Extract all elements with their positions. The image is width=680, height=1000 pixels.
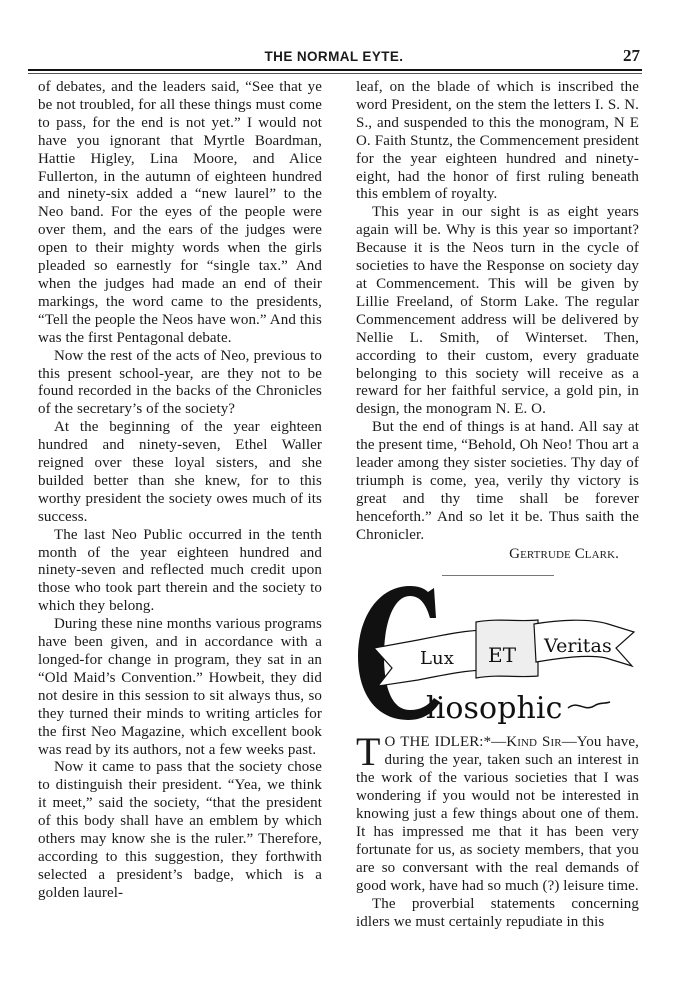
page-number: 27 [623, 46, 640, 65]
publication-title: THE NORMAL EYTE. [264, 49, 404, 64]
paragraph: leaf, on the blade of which is inscribed the word President, on the stem the letters I. S. N. S., and suspended to this the monogram, N E O. Faith Stuntz, the Commencement president for the year eighteen hundred and ninety-eight, had the honor of first ruling beneath this emblem of royalty. [356, 79, 639, 203]
section-divider [442, 575, 554, 576]
right-column [356, 79, 639, 931]
paragraph: The last Neo Public occurred in the tenth month of the year eighteen hundred and ninety-seven and reflected much credit upon those who took part therein and the society to which they belong. [38, 526, 322, 615]
salutation-small-caps: Kind Sir [506, 734, 562, 751]
banner-emblem-icon [348, 578, 648, 728]
header-rule-thick [28, 69, 642, 71]
header-rule-thin [28, 73, 642, 74]
paragraph: of debates, and the leaders said, “See that ye be not troubled, for all these things must come to pass, for the end is not yet.” I would not have you ignorant that Myrtle Boardman, Hattie Higley, Lina Moore, and Alice Fullerton, in the autumn of eighteen hundred and ninety-six added a “new laurel” to the Neo band. For the eyes of the people were over them, and the ears of the judges were open to their mighty words when the girls pleaded so earnestly for “single tax.” And when the judges had made an end of their markings, the word came to the presidents, “Tell the people the Neos have won.” And this was the first Pentagonal debate. [38, 79, 322, 346]
svg-text:Lux: Lux [420, 648, 454, 670]
paragraph: Now it came to pass that the society chose to distinguish their president. “Yea, we think it meet,” said the society, “that the president of this body shall have an emblem by which others may know she is the ruler.” Therefore, according to this suggestion, they forthwith selected a president’s badge, which is a golden laurel- [38, 759, 322, 901]
paragraph: At the beginning of the year eighteen hundred and ninety-seven, Ethel Waller reigned over these loyal sisters, and she builded better than she knew, for to this worthy president the society owes much of its success. [38, 419, 322, 525]
left-column [38, 79, 322, 903]
svg-text:liosophic: liosophic [426, 691, 563, 727]
paragraph: Now the rest of the acts of Neo, previous to this present school-year, are they not to be found recorded in the backs of the Chronicles of the secretary’s of the society? [38, 347, 322, 418]
salutation: O THE IDLER:*— [384, 734, 507, 751]
svg-text:Veritas: Veritas [544, 635, 612, 658]
paragraph: But the end of things is at hand. All say at the present time, “Behold, Oh Neo! Thou art a leader among they sister societies. Thy day of triumph is come, yea, verily thy victory is great and thy time shall be forever henceforth.” And so let it be. Thus saith the Chronicler. [356, 419, 639, 543]
paragraph: This year in our sight is as eight years again will be. Why is this year so important? Because it is the Neos turn in the cycle of societies to have the Response on society day at Commencement. This will be given by Lillie Freeland, of Storm Lake. The regular Commencement address will be delivered by Nellie L. Smith, of Winterset. Then, according to their custom, every graduate belonging to this society will receive as a reward for her faithful service, a gold pin, in design, the monogram N. E. O. [356, 204, 639, 418]
letter-paragraph [356, 729, 639, 895]
svg-text:ET: ET [488, 643, 517, 668]
letter-body: —You have, during the year, taken such an interest in the work of the various societies that I was wondering if you would not be interested in knowing just a few things about one of them. It has impressed me that it has been very fortunate for us, as society members, that you are so conversant with the real demands of good work, have had so much (?) leisure time. [356, 734, 639, 894]
paragraph: The proverbial statements concerning idlers we must certainly repudiate in this [356, 895, 639, 930]
society-emblem [356, 578, 639, 726]
paragraph: During these nine months various programs have been given, and in accordance with a longed-for change in program, they sat in an “Old Maid’s Convention.” Howbeit, they did not desire in this session to sit always thus, so they turned their minds to writing articles for the first Neo Magazine, which excellent book was read by its authors, not a few weeks past. [38, 616, 322, 758]
drop-cap: T [356, 729, 381, 775]
author-signature: Gertrude Clark. [509, 545, 619, 562]
running-header [28, 46, 640, 66]
